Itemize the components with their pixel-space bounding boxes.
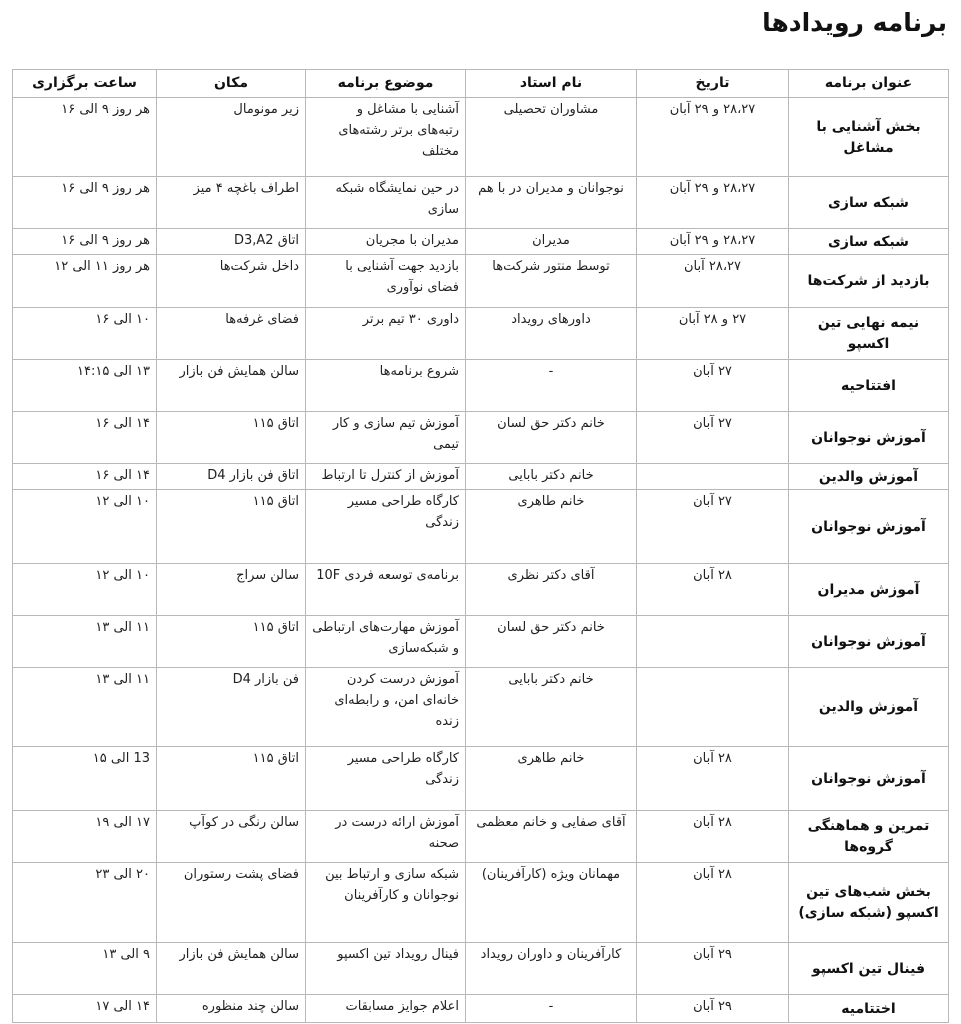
event-teacher: خانم دکتر بابایی [466,464,637,490]
event-teacher: آقای صفایی و خانم معظمی [466,811,637,863]
event-topic: آموزش درست کردن خانه‌ای امن، و رابطه‌ای زنده [306,668,466,747]
table-row [13,464,949,490]
event-place: فضای غرفه‌ها [157,308,306,360]
event-time: ۱۴ الی ۱۶ [13,412,157,464]
event-time: ۱۰ الی ۱۶ [13,308,157,360]
event-title: آموزش والدین [789,668,949,747]
event-teacher: توسط منتور شرکت‌ها [466,255,637,308]
table-row [13,564,949,616]
event-topic: شبکه سازی و ارتباط بین نوجوانان و کارآفرینان [306,863,466,943]
table-row [13,995,949,1023]
event-title: آموزش نوجوانان [789,490,949,564]
table-row [13,863,949,943]
event-place: فضای پشت رستوران [157,863,306,943]
event-date: ۲۷ و ۲۸ آبان [637,308,789,360]
event-time: ۱۳ الی ۱۴:۱۵ [13,360,157,412]
event-teacher: مشاوران تحصیلی [466,98,637,177]
event-topic: در حین نمایشگاه شبکه سازی [306,177,466,229]
event-place: سالن رنگی در کوآپ [157,811,306,863]
event-teacher: کارآفرینان و داوران رویداد [466,943,637,995]
event-place: سالن همایش فن بازار [157,360,306,412]
event-teacher: نوجوانان و مدیران در با هم [466,177,637,229]
event-place: فن بازار D4 [157,668,306,747]
event-title: شبکه سازی [789,229,949,255]
schedule-body [13,98,949,1023]
event-date: ۲۷ آبان [637,360,789,412]
event-place: سالن همایش فن بازار [157,943,306,995]
event-date: ۲۸ آبان [637,564,789,616]
event-title: آموزش والدین [789,464,949,490]
event-time: ۱۰ الی ۱۲ [13,490,157,564]
table-row [13,177,949,229]
event-title: آموزش نوجوانان [789,412,949,464]
table-row [13,616,949,668]
event-date: ۲۸ آبان [637,747,789,811]
event-place: اتاق ۱۱۵ [157,616,306,668]
page-title: برنامه رویدادها [762,8,947,37]
event-time: ۱۴ الی ۱۷ [13,995,157,1023]
table-row [13,811,949,863]
event-date: ۲۸ آبان [637,863,789,943]
event-topic: آموزش از کنترل تا ارتباط [306,464,466,490]
event-time: ۱۰ الی ۱۲ [13,564,157,616]
event-title: افتتاحیه [789,360,949,412]
event-date [637,616,789,668]
event-topic: برنامه‌ی توسعه فردی 10F [306,564,466,616]
event-topic: آموزش مهارت‌های ارتباطی و شبکه‌سازی [306,616,466,668]
event-title: فینال تین اکسپو [789,943,949,995]
event-time: ۱۷ الی ۱۹ [13,811,157,863]
event-topic: داوری ۳۰ تیم برتر [306,308,466,360]
event-teacher: مهمانان ویژه (کارآفرینان) [466,863,637,943]
table-row [13,255,949,308]
event-teacher: خانم طاهری [466,747,637,811]
event-title: اختتامیه [789,995,949,1023]
event-teacher: مدیران [466,229,637,255]
event-time: 13 الی ۱۵ [13,747,157,811]
event-time: هر روز ۱۱ الی ۱۲ [13,255,157,308]
event-date: ۲۸،۲۷ و ۲۹ آبان [637,98,789,177]
event-teacher: داورهای رویداد [466,308,637,360]
event-date: ۲۷ آبان [637,490,789,564]
table-row [13,308,949,360]
table-row [13,229,949,255]
event-time: هر روز ۹ الی ۱۶ [13,177,157,229]
column-header-teacher: نام استاد [466,70,637,98]
event-teacher: - [466,995,637,1023]
event-place: سالن چند منظوره [157,995,306,1023]
event-topic: اعلام جوایز مسابقات [306,995,466,1023]
event-topic: کارگاه طراحی مسیر زندگی [306,490,466,564]
event-time: ۱۱ الی ۱۳ [13,616,157,668]
event-topic: مدیران با مجریان [306,229,466,255]
event-teacher: خانم دکتر حق لسان [466,616,637,668]
event-time: ۱۴ الی ۱۶ [13,464,157,490]
event-topic: شروع برنامه‌ها [306,360,466,412]
table-row [13,412,949,464]
event-teacher: خانم دکتر حق لسان [466,412,637,464]
event-place: اتاق D3,A2 [157,229,306,255]
event-date [637,668,789,747]
event-teacher: خانم دکتر بابایی [466,668,637,747]
event-teacher: آقای دکتر نظری [466,564,637,616]
event-date: ۲۷ آبان [637,412,789,464]
event-place: اتاق ۱۱۵ [157,490,306,564]
event-topic: بازدید جهت آشنایی با فضای نوآوری [306,255,466,308]
event-title: شبکه سازی [789,177,949,229]
event-topic: آموزش ارائه درست در صحنه [306,811,466,863]
column-header-time: ساعت برگزاری [13,70,157,98]
event-time: هر روز ۹ الی ۱۶ [13,229,157,255]
event-place: اطراف باغچه ۴ میز [157,177,306,229]
event-topic: کارگاه طراحی مسیر زندگی [306,747,466,811]
event-place: اتاق فن بازار D4 [157,464,306,490]
event-place: اتاق ۱۱۵ [157,747,306,811]
event-title: تمرین و هماهنگی گروه‌ها [789,811,949,863]
schedule-table [12,69,949,1023]
table-row [13,360,949,412]
event-title: نیمه نهایی تین اکسپو [789,308,949,360]
event-teacher: خانم طاهری [466,490,637,564]
event-place: اتاق ۱۱۵ [157,412,306,464]
event-date: ۲۸،۲۷ و ۲۹ آبان [637,177,789,229]
event-date: ۲۹ آبان [637,995,789,1023]
table-row [13,668,949,747]
event-topic: آموزش تیم سازی و کار تیمی [306,412,466,464]
event-teacher: - [466,360,637,412]
event-time: هر روز ۹ الی ۱۶ [13,98,157,177]
event-time: ۲۰ الی ۲۳ [13,863,157,943]
event-title: بخش آشنایی با مشاغل [789,98,949,177]
column-header-title: عنوان برنامه [789,70,949,98]
event-date [637,464,789,490]
event-topic: آشنایی با مشاغل و رتبه‌های برتر رشته‌های مختلف [306,98,466,177]
event-date: ۲۹ آبان [637,943,789,995]
column-header-topic: موضوع برنامه [306,70,466,98]
event-time: ۹ الی ۱۳ [13,943,157,995]
event-date: ۲۸ آبان [637,811,789,863]
table-row [13,747,949,811]
event-topic: فینال رویداد تین اکسپو [306,943,466,995]
event-title: آموزش مدیران [789,564,949,616]
event-date: ۲۸،۲۷ و ۲۹ آبان [637,229,789,255]
column-header-date: تاریخ [637,70,789,98]
event-time: ۱۱ الی ۱۳ [13,668,157,747]
event-title: بازدید از شرکت‌ها [789,255,949,308]
event-title: آموزش نوجوانان [789,747,949,811]
event-place: زیر مونومال [157,98,306,177]
event-place: داخل شرکت‌ها [157,255,306,308]
event-date: ۲۸،۲۷ آبان [637,255,789,308]
event-title: بخش شب‌های تین اکسپو (شبکه سازی) [789,863,949,943]
table-header-row [13,70,949,98]
event-title: آموزش نوجوانان [789,616,949,668]
event-place: سالن سراج [157,564,306,616]
column-header-place: مکان [157,70,306,98]
table-row [13,943,949,995]
table-row [13,490,949,564]
table-row [13,98,949,177]
